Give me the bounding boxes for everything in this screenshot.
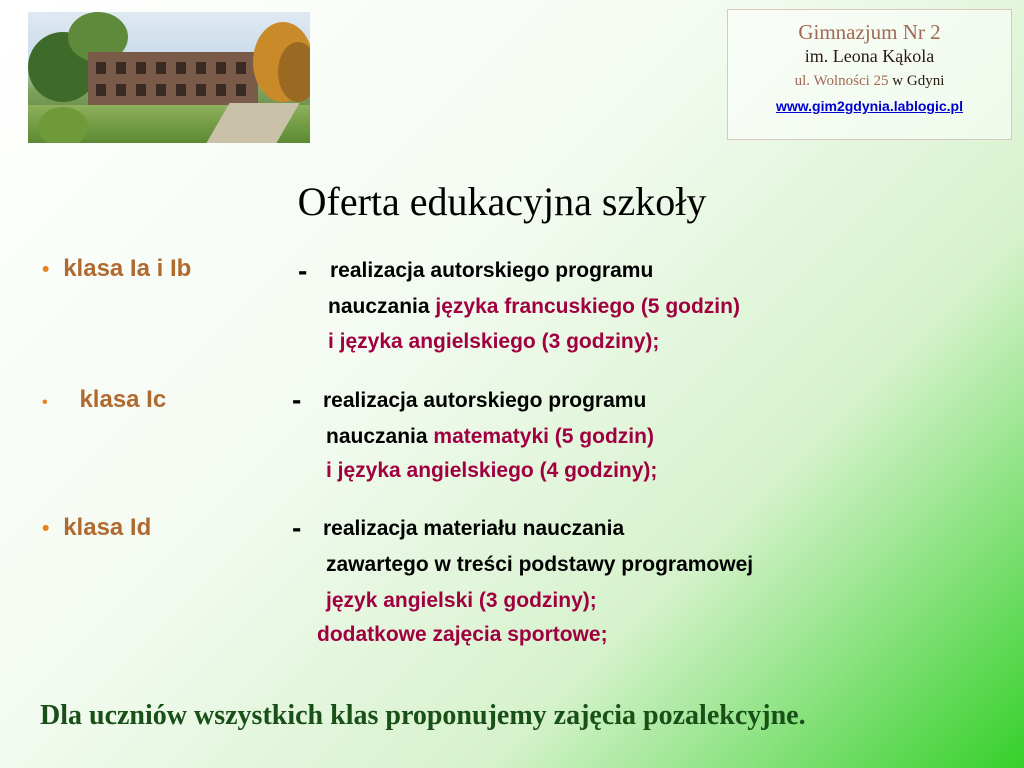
class-dash: - bbox=[298, 255, 308, 286]
class-desc-highlight: matematyki (5 godzin) bbox=[433, 425, 654, 448]
class-desc-line: język angielski (3 godziny); bbox=[326, 589, 597, 612]
class-desc-line: i języka angielskiego (4 godziny); bbox=[326, 459, 658, 482]
footer-note: Dla uczniów wszystkich klas proponujemy zajęcia pozalekcyjne. bbox=[40, 700, 806, 731]
class-desc-line: i języka angielskiego (3 godziny); bbox=[328, 330, 660, 353]
class-desc-prefix: nauczania bbox=[328, 295, 430, 318]
class-desc-highlight: języka francuskiego (5 godzin) bbox=[435, 295, 740, 318]
class-name: klasa Ic bbox=[79, 386, 167, 413]
class-desc-prefix: nauczania bbox=[326, 425, 428, 448]
bullet-icon: • bbox=[42, 517, 50, 540]
address-city: w Gdyni bbox=[892, 73, 945, 89]
class-dash: - bbox=[292, 384, 302, 415]
school-name: Gimnazjum Nr 2 bbox=[798, 20, 941, 44]
class-desc-line: zawartego w treści podstawy programowej bbox=[326, 553, 754, 576]
class-desc-line: realizacja autorskiego programu bbox=[330, 259, 654, 282]
school-patron: im. Leona Kąkola bbox=[804, 46, 935, 66]
class-desc-line: realizacja materiału nauczania bbox=[323, 517, 625, 540]
class-name: klasa Ia i Ib bbox=[63, 255, 192, 282]
page-title: Oferta edukacyjna szkoły bbox=[297, 179, 707, 224]
class-dash: - bbox=[292, 512, 302, 543]
class-desc-line: dodatkowe zajęcia sportowe; bbox=[317, 623, 608, 646]
school-photo bbox=[28, 12, 310, 143]
school-website-link[interactable]: www.gim2gdynia.lablogic.pl bbox=[776, 98, 963, 114]
list-item bbox=[42, 255, 191, 283]
list-item bbox=[42, 514, 151, 542]
list-item bbox=[42, 386, 166, 414]
bullet-icon: • bbox=[42, 394, 48, 411]
class-desc-line: realizacja autorskiego programu bbox=[323, 389, 647, 412]
school-info-box bbox=[727, 9, 1012, 140]
bullet-icon: • bbox=[42, 258, 50, 281]
class-name: klasa Id bbox=[63, 514, 152, 541]
school-address bbox=[728, 73, 1011, 90]
address-street: ul. Wolności 25 bbox=[794, 73, 889, 89]
